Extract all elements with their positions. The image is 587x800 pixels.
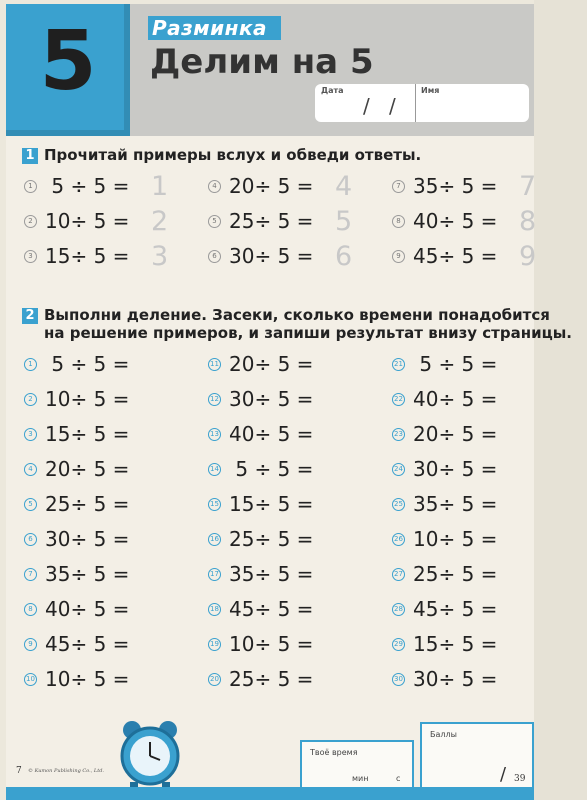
problem-expression: 40÷ 5 = — [45, 597, 130, 621]
section2-problem[interactable] — [208, 559, 329, 589]
score-label: Баллы — [430, 730, 457, 739]
section2-heading — [22, 306, 572, 342]
problem-number: 28 — [392, 603, 405, 616]
answer-option[interactable]: 5 — [335, 205, 353, 237]
section2-title-line1: Выполни деление. Засеки, сколько времени понадобится — [44, 306, 550, 324]
section1-problem[interactable] — [24, 206, 168, 236]
problem-number: 8 — [24, 603, 37, 616]
problem-number: 22 — [392, 393, 405, 406]
section2-problem[interactable] — [208, 454, 329, 484]
problem-expression: 40÷ 5 = — [413, 209, 498, 233]
problem-expression: 30÷ 5 = — [413, 457, 498, 481]
problem-number: 9 — [392, 250, 405, 263]
problem-number: 16 — [208, 533, 221, 546]
section2-problem[interactable] — [24, 349, 145, 379]
problem-expression: 15÷ 5 = — [229, 492, 314, 516]
problem-expression: 20÷ 5 = — [229, 352, 314, 376]
problem-number: 5 — [208, 215, 221, 228]
answer-option[interactable]: 6 — [335, 240, 353, 272]
problem-expression: 10÷ 5 = — [413, 527, 498, 551]
problem-expression: 35÷ 5 = — [229, 562, 314, 586]
date-slash-2: / — [389, 94, 396, 118]
problem-expression: 10÷ 5 = — [229, 632, 314, 656]
problem-expression: 5 ÷ 5 = — [45, 174, 130, 198]
problem-expression: 25÷ 5 = — [229, 527, 314, 551]
problem-expression: 25÷ 5 = — [413, 562, 498, 586]
problem-expression: 40÷ 5 = — [229, 422, 314, 446]
time-label: Твоё время — [310, 748, 358, 757]
alarm-clock-icon — [110, 712, 190, 792]
problem-number: 30 — [392, 673, 405, 686]
problem-number: 4 — [208, 180, 221, 193]
problem-number: 1 — [24, 358, 37, 371]
problem-number: 3 — [24, 428, 37, 441]
section1-title: Прочитай примеры вслух и обведи ответы. — [44, 146, 422, 164]
seconds-label: с — [396, 774, 401, 783]
section2-problem[interactable] — [208, 524, 329, 554]
copyright: © Kumon Publishing Co., Ltd. — [28, 768, 105, 774]
answer-option[interactable]: 1 — [151, 170, 169, 202]
section1-problem[interactable] — [208, 206, 352, 236]
problem-number: 7 — [24, 568, 37, 581]
problem-expression: 25÷ 5 = — [229, 209, 314, 233]
warmup-label: Разминка — [148, 16, 281, 40]
date-slash-1: / — [363, 94, 370, 118]
problem-expression: 15÷ 5 = — [413, 632, 498, 656]
section2-problem[interactable] — [392, 419, 513, 449]
problem-expression: 5 ÷ 5 = — [413, 352, 498, 376]
section2-problem[interactable] — [392, 454, 513, 484]
problem-expression: 30÷ 5 = — [229, 244, 314, 268]
problem-expression: 15÷ 5 = — [45, 244, 130, 268]
problem-expression: 5 ÷ 5 = — [229, 457, 314, 481]
problem-number: 11 — [208, 358, 221, 371]
section2-problem[interactable] — [24, 524, 145, 554]
section1-problem[interactable] — [24, 171, 168, 201]
problem-number: 3 — [24, 250, 37, 263]
problem-number: 2 — [24, 393, 37, 406]
problem-expression: 35÷ 5 = — [413, 174, 498, 198]
problem-expression: 20÷ 5 = — [413, 422, 498, 446]
problem-number: 24 — [392, 463, 405, 476]
name-label: Имя — [421, 86, 440, 95]
problem-number: 2 — [24, 215, 37, 228]
section1-problem[interactable] — [208, 171, 352, 201]
date-label: Дата — [321, 86, 344, 95]
section2-problem[interactable] — [24, 559, 145, 589]
problem-expression: 45÷ 5 = — [413, 244, 498, 268]
problem-number: 19 — [208, 638, 221, 651]
section1-problem[interactable] — [392, 171, 536, 201]
problem-number: 27 — [392, 568, 405, 581]
score-box[interactable] — [420, 722, 534, 792]
section2-problem[interactable] — [208, 349, 329, 379]
score-slash: / — [500, 764, 507, 785]
section1-heading — [22, 146, 421, 164]
section2-problem[interactable] — [208, 419, 329, 449]
section1-problem[interactable] — [24, 241, 168, 271]
section2-problem[interactable] — [392, 559, 513, 589]
problem-number: 9 — [24, 638, 37, 651]
section2-number: 2 — [22, 308, 38, 324]
problem-number: 17 — [208, 568, 221, 581]
adjacent-page-edge — [534, 0, 587, 800]
problem-number: 18 — [208, 603, 221, 616]
problem-number: 10 — [24, 673, 37, 686]
problem-expression: 35÷ 5 = — [413, 492, 498, 516]
answer-option[interactable]: 3 — [151, 240, 169, 272]
lesson-number: 5 — [39, 14, 97, 109]
answer-option[interactable]: 9 — [519, 240, 537, 272]
section2-title-line2: на решение примеров, и запиши результат внизу страницы. — [44, 324, 572, 342]
problem-expression: 35÷ 5 = — [45, 562, 130, 586]
problem-expression: 30÷ 5 = — [229, 387, 314, 411]
section2-problem[interactable] — [392, 349, 513, 379]
problem-expression: 40÷ 5 = — [413, 387, 498, 411]
score-total: 39 — [514, 774, 526, 784]
problem-number: 1 — [24, 180, 37, 193]
problem-expression: 45÷ 5 = — [413, 597, 498, 621]
problem-number: 6 — [208, 250, 221, 263]
section2-problem[interactable] — [392, 664, 513, 694]
section2-problem[interactable] — [208, 384, 329, 414]
date-name-box — [315, 84, 529, 122]
problem-number: 23 — [392, 428, 405, 441]
section1-problem[interactable] — [208, 241, 352, 271]
section2-problem[interactable] — [392, 524, 513, 554]
problem-number: 26 — [392, 533, 405, 546]
section2-problem[interactable] — [24, 454, 145, 484]
time-box[interactable] — [300, 740, 414, 792]
section1-number: 1 — [22, 148, 38, 164]
problem-number: 13 — [208, 428, 221, 441]
problem-expression: 10÷ 5 = — [45, 387, 130, 411]
date-name-divider — [415, 84, 416, 122]
problem-expression: 10÷ 5 = — [45, 209, 130, 233]
problem-expression: 5 ÷ 5 = — [45, 352, 130, 376]
section1-problem[interactable] — [392, 206, 536, 236]
problem-expression: 30÷ 5 = — [45, 527, 130, 551]
problem-number: 21 — [392, 358, 405, 371]
section1-problem[interactable] — [392, 241, 536, 271]
section2-problem[interactable] — [24, 384, 145, 414]
minutes-label: мин — [352, 774, 369, 783]
section2-problem[interactable] — [208, 594, 329, 624]
problem-expression: 25÷ 5 = — [45, 492, 130, 516]
section2-problem[interactable] — [24, 629, 145, 659]
problem-number: 7 — [392, 180, 405, 193]
section2-problem[interactable] — [24, 489, 145, 519]
problem-expression: 30÷ 5 = — [413, 667, 498, 691]
problem-number: 8 — [392, 215, 405, 228]
problem-expression: 10÷ 5 = — [45, 667, 130, 691]
section2-problem[interactable] — [24, 419, 145, 449]
problem-expression: 15÷ 5 = — [45, 422, 130, 446]
lesson-title: Делим на 5 — [150, 42, 374, 82]
section2-problem[interactable] — [392, 629, 513, 659]
problem-number: 25 — [392, 498, 405, 511]
problem-number: 14 — [208, 463, 221, 476]
section2-problem[interactable] — [24, 664, 145, 694]
bottom-band — [6, 787, 534, 800]
problem-expression: 25÷ 5 = — [229, 667, 314, 691]
section2-problem[interactable] — [208, 664, 329, 694]
problem-number: 12 — [208, 393, 221, 406]
section2-problem[interactable] — [392, 384, 513, 414]
section2-problem[interactable] — [24, 594, 145, 624]
section2-problem[interactable] — [208, 629, 329, 659]
problem-number: 6 — [24, 533, 37, 546]
problem-number: 15 — [208, 498, 221, 511]
answer-option[interactable]: 8 — [519, 205, 537, 237]
section2-problem[interactable] — [208, 489, 329, 519]
problem-expression: 45÷ 5 = — [45, 632, 130, 656]
problem-expression: 20÷ 5 = — [229, 174, 314, 198]
problem-number: 29 — [392, 638, 405, 651]
lesson-number-tab — [6, 4, 130, 136]
page-number: 7 — [16, 766, 22, 776]
problem-number: 20 — [208, 673, 221, 686]
problem-number: 4 — [24, 463, 37, 476]
answer-option[interactable]: 4 — [335, 170, 353, 202]
problem-number: 5 — [24, 498, 37, 511]
problem-expression: 20÷ 5 = — [45, 457, 130, 481]
answer-option[interactable]: 7 — [519, 170, 537, 202]
problem-expression: 45÷ 5 = — [229, 597, 314, 621]
section2-problem[interactable] — [392, 594, 513, 624]
section2-problem[interactable] — [392, 489, 513, 519]
answer-option[interactable]: 2 — [151, 205, 169, 237]
